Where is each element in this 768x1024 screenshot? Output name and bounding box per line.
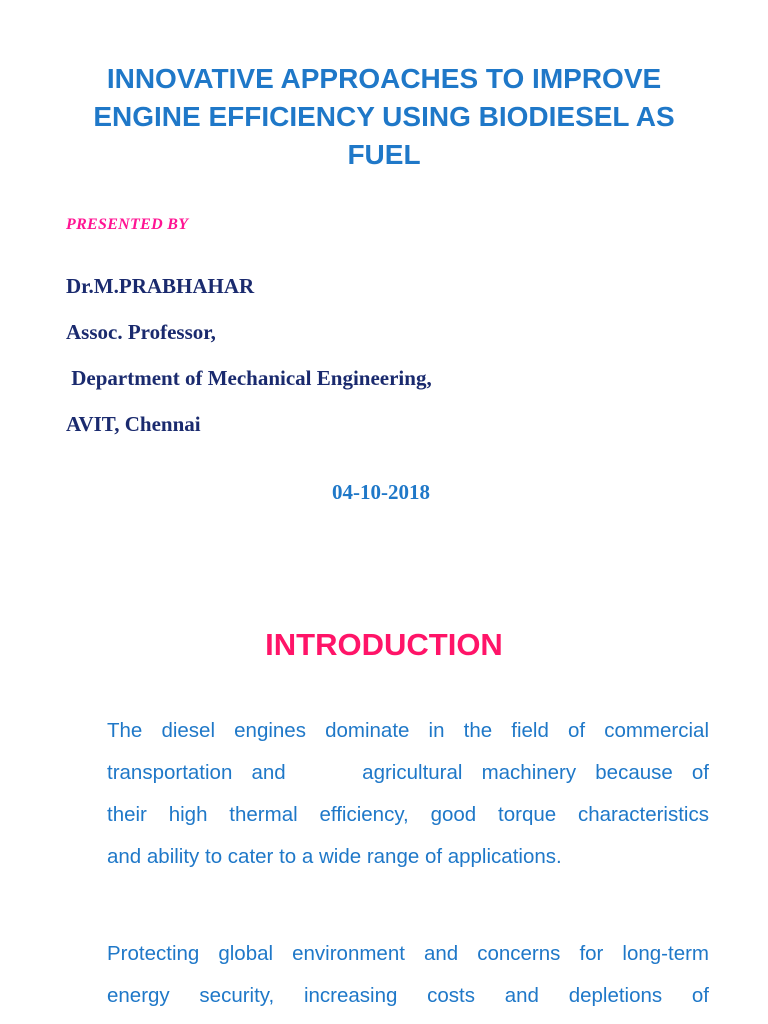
author-name: Dr.M.PRABHAHAR (66, 274, 255, 298)
author-department: Department of Mechanical Engineering, (66, 366, 432, 390)
intro-paragraph-2 (107, 933, 709, 1017)
paragraph-line: and ability to cater to a wide range of applications. (107, 845, 562, 868)
presented-by-label: PRESENTED BY (66, 216, 189, 233)
paragraph-line: Protecting global environment and concerns for long-term (107, 942, 709, 965)
presentation-date: 04-10-2018 (332, 480, 430, 504)
document-title (40, 60, 728, 174)
title-line: FUEL (347, 139, 421, 170)
paragraph-line: The diesel engines dominate in the field of commercial (107, 719, 709, 742)
paragraph-line: transportation and agricultural machinery because of (107, 761, 709, 784)
author-institution: AVIT, Chennai (66, 412, 201, 436)
paragraph-line: their high thermal efficiency, good torque characteristics (107, 803, 709, 826)
title-line: INNOVATIVE APPROACHES TO IMPROVE (106, 63, 662, 94)
section-heading: INTRODUCTION (265, 627, 503, 662)
intro-paragraph-1 (107, 710, 709, 878)
paragraph-line: energy security, increasing costs and depletions of (107, 984, 709, 1007)
title-line: ENGINE EFFICIENCY USING BIODIESEL AS (93, 101, 675, 132)
author-designation: Assoc. Professor, (66, 320, 216, 344)
